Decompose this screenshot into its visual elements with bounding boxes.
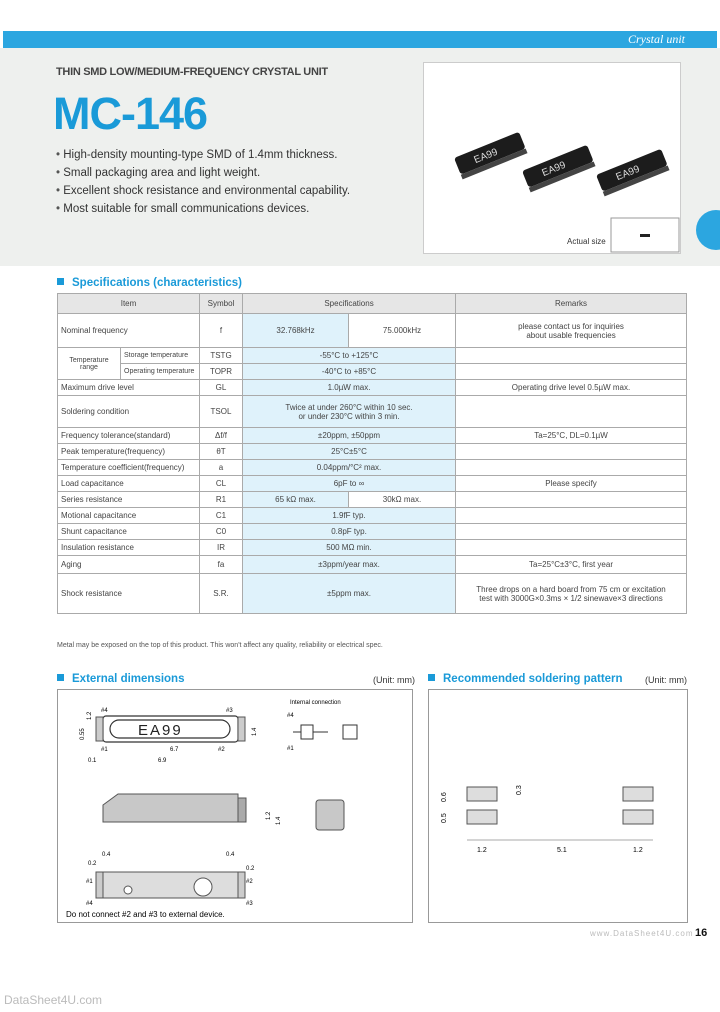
header-spec: Specifications (243, 294, 456, 314)
soldering-pattern-svg (429, 690, 687, 922)
footer-watermark: DataSheet4U.com (4, 993, 103, 1007)
table-row: Soldering condition TSOL Twice at under 260°C within 10 sec. or under 230°C within 3 min. (58, 396, 687, 428)
bullet-square-icon (57, 278, 64, 285)
svg-text:#1: #1 (101, 747, 108, 753)
table-row: Peak temperature(frequency) θT 25°C±5°C (58, 444, 687, 460)
svg-text:0.1: 0.1 (88, 758, 97, 764)
crystal-chip-3 (596, 149, 670, 197)
table-row: Aging fa ±3ppm/year max. Ta=25°C±3°C, first year (58, 556, 687, 574)
feature-item: • Excellent shock resistance and environmental capability. (56, 182, 350, 200)
table-row: Shunt capacitance C0 0.8pF typ. (58, 524, 687, 540)
banner-title: Crystal unit (627, 32, 685, 46)
table-row: Series resistance R1 65 kΩ max. 30kΩ max. (58, 492, 687, 508)
svg-text:#4: #4 (101, 708, 108, 714)
table-row: Shock resistance S.R. ±5ppm max. Three drops on a hard board from 75 cm or excitation test with 3000G×0.3ms × 1/2 sinewave×3 directions (58, 574, 687, 614)
specs-title: Specifications (characteristics) (72, 277, 243, 289)
svg-text:#1: #1 (287, 746, 294, 752)
crystal-chip-1 (454, 132, 528, 180)
external-title: External dimensions (72, 673, 185, 685)
table-row: Operating temperature TOPR -40°C to +85°C (58, 364, 687, 380)
feature-item: • High-density mounting-type SMD of 1.4mm thickness. (56, 146, 350, 164)
actual-size-label: Actual size (567, 237, 606, 246)
svg-text:0.4: 0.4 (102, 852, 111, 858)
header-remarks: Remarks (456, 294, 687, 314)
header-item: Item (58, 294, 200, 314)
footer-site: www.DataSheet4U.com (590, 929, 694, 938)
svg-text:0.55: 0.55 (80, 728, 86, 740)
svg-text:#3: #3 (246, 901, 253, 907)
soldering-unit: (Unit: mm) (645, 675, 687, 685)
chip-marking: EA99 (614, 163, 642, 184)
external-unit: (Unit: mm) (373, 675, 415, 685)
soldering-pattern-drawing (428, 689, 688, 923)
table-row: Maximum drive level GL 1.0µW max. Operating drive level 0.5µW max. (58, 380, 687, 396)
table-row: Temperature coefficient(frequency) a 0.04ppm/°C² max. (58, 460, 687, 476)
svg-text:0.2: 0.2 (246, 866, 255, 872)
chip-marking: EA99 (472, 146, 500, 167)
external-dimensions-svg (58, 690, 412, 922)
product-photo-art (424, 63, 680, 253)
table-row: Temperature range Storage temperature TSTG -55°C to +125°C (58, 348, 687, 364)
feature-list (56, 146, 350, 218)
table-row: Motional capacitance C1 1.9fF typ. (58, 508, 687, 524)
crystal-chip-2 (522, 145, 596, 193)
feature-item: • Most suitable for small communications devices. (56, 200, 350, 218)
svg-text:0.6: 0.6 (441, 792, 448, 802)
feature-item: • Small packaging area and light weight. (56, 164, 350, 182)
svg-text:6.9: 6.9 (158, 758, 167, 764)
part-marking: EA99 (138, 722, 183, 739)
svg-text:5.1: 5.1 (557, 847, 567, 854)
svg-text:0.3: 0.3 (516, 785, 523, 795)
svg-text:1.2: 1.2 (87, 711, 93, 720)
svg-text:#3: #3 (226, 708, 233, 714)
svg-text:0.4: 0.4 (226, 852, 235, 858)
internal-connection-label: Internal connection (290, 700, 341, 706)
soldering-heading (428, 673, 623, 685)
table-row: Insulation resistance IR 500 MΩ min. (58, 540, 687, 556)
svg-text:0.5: 0.5 (441, 813, 448, 823)
svg-text:#2: #2 (218, 747, 225, 753)
svg-text:0.2: 0.2 (88, 861, 97, 867)
bullet-square-icon (428, 674, 435, 681)
soldering-title: Recommended soldering pattern (443, 673, 623, 685)
specs-heading (57, 277, 242, 289)
bullet-square-icon (57, 674, 64, 681)
spec-note: Metal may be exposed on the top of this product. This won't affect any quality, reliability or electrical spec. (57, 642, 383, 649)
spec-table (57, 293, 687, 614)
header-symbol: Symbol (200, 294, 243, 314)
header-banner (3, 31, 717, 48)
connection-notice: Do not connect #2 and #3 to external device. (66, 910, 225, 919)
product-subtitle: THIN SMD LOW/MEDIUM-FREQUENCY CRYSTAL UNIT (56, 66, 328, 78)
actual-size-chip (640, 234, 650, 237)
svg-text:1.4: 1.4 (276, 816, 282, 825)
svg-text:1.2: 1.2 (633, 847, 643, 854)
svg-text:6.7: 6.7 (170, 747, 179, 753)
svg-text:#2: #2 (246, 879, 253, 885)
external-dimensions-drawing (57, 689, 413, 923)
product-model: MC-146 (53, 88, 208, 139)
svg-text:1.2: 1.2 (477, 847, 487, 854)
table-row: Frequency tolerance(standard) Δf/f ±20ppm, ±50ppm Ta=25°C, DL=0.1µW (58, 428, 687, 444)
svg-text:#4: #4 (86, 901, 93, 907)
external-heading (57, 673, 184, 685)
svg-text:1.2: 1.2 (266, 811, 272, 820)
product-photo (423, 62, 681, 254)
svg-text:#1: #1 (86, 879, 93, 885)
table-row: Load capacitance CL 6pF to ∞ Please specify (58, 476, 687, 492)
chip-marking: EA99 (540, 159, 568, 180)
table-header-row (58, 294, 687, 314)
svg-text:#4: #4 (287, 713, 294, 719)
table-row: Nominal frequency f 32.768kHz 75.000kHz please contact us for inquiries about usable frequencies (58, 314, 687, 348)
svg-text:1.4: 1.4 (252, 727, 258, 736)
page-number: 16 (695, 927, 708, 939)
